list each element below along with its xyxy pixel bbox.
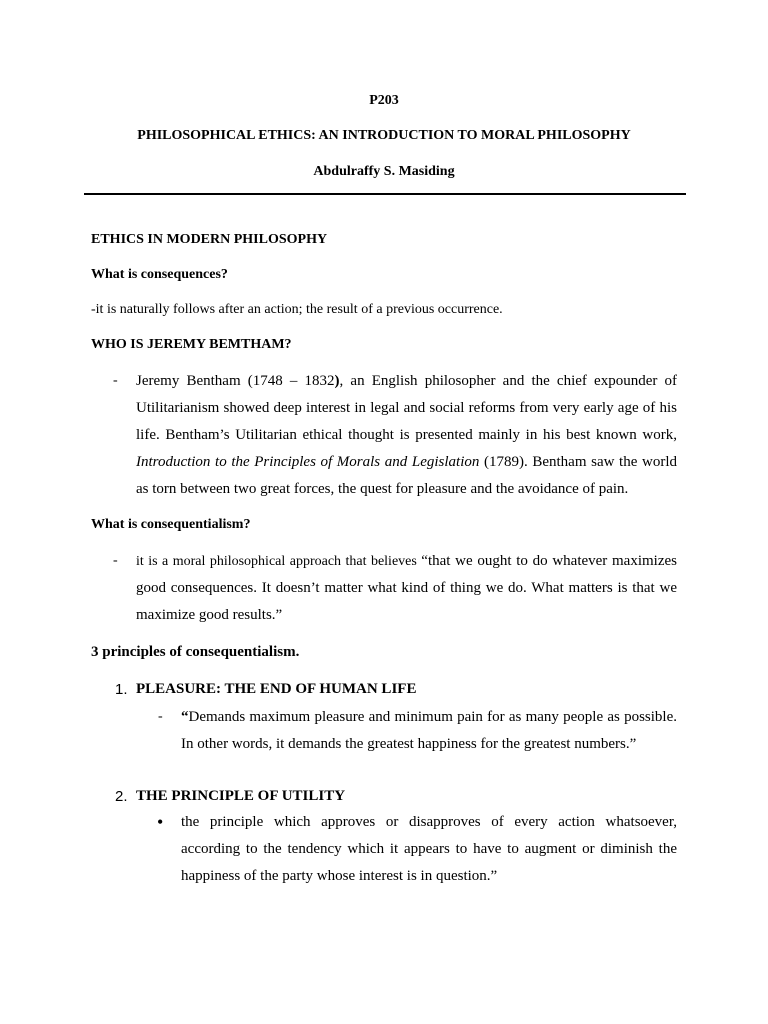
question-bentham: WHO IS JEREMY BEMTHAM? [91, 337, 292, 352]
principle-1-open-quote: “ [181, 709, 189, 725]
course-code: P203 [369, 93, 399, 108]
bentham-dash-marker: - [113, 373, 118, 388]
principle-2-bullet-marker: • [157, 812, 164, 832]
principles-heading: 3 principles of consequentialism. [91, 644, 300, 660]
consequentialism-paragraph [136, 548, 677, 629]
question-consequences: What is consequences? [91, 267, 228, 282]
bentham-paren: ) [334, 373, 340, 389]
header-divider [84, 193, 686, 195]
bentham-paragraph [136, 368, 677, 503]
consequentialism-dash-marker: - [113, 553, 118, 568]
consequentialism-text-b: “that we ought to do whatever maximizes good consequences. It doesn’t matter what kind of thing we do. What matters is that we maximize good results.” [136, 553, 677, 623]
section-heading-modern: ETHICS IN MODERN PHILOSOPHY [91, 232, 328, 247]
course-title: PHILOSOPHICAL ETHICS: AN INTRODUCTION TO MORAL PHILOSOPHY [137, 128, 631, 143]
principle-1-text [181, 704, 677, 758]
question-consequentialism: What is consequentialism? [91, 517, 251, 532]
principle-1-number: 1. [115, 681, 128, 698]
principle-1-dash-marker: - [158, 709, 163, 724]
consequentialism-text-a: it is a moral philosophical approach that believes [136, 554, 422, 569]
bentham-text-c: (1789). Bentham saw the world as torn between two great forces, the quest for pleasure and the avoidance of pain. [136, 454, 677, 497]
author-name: Abdulraffy S. Masiding [313, 164, 455, 179]
bentham-work-title: Introduction to the Principles of Morals and Legislation [136, 454, 480, 470]
principle-2-number: 2. [115, 788, 128, 805]
answer-consequences: -it is naturally follows after an action; the result of a previous occurrence. [91, 302, 503, 317]
principle-1-title: PLEASURE: THE END OF HUMAN LIFE [136, 681, 417, 697]
bentham-text-a: Jeremy Bentham (1748 – 1832 [136, 373, 335, 389]
bentham-text-b: , an English philosopher and the chief expounder of Utilitarianism showed deep interest in legal and social reforms from very early age of his life. Bentham’s Utilitarian ethical thought is presented mainly in his best known work, [136, 373, 677, 443]
principle-2-title: THE PRINCIPLE OF UTILITY [136, 788, 346, 804]
principle-2-text: the principle which approves or disapproves of every action whatsoever, according to the tendency which it appears to have to augment or diminish the happiness of the party whose interest is in question.” [181, 814, 677, 884]
principle-1-body: Demands maximum pleasure and minimum pain for as many people as possible. In other words, it demands the greatest happiness for the greatest numbers.” [181, 709, 677, 752]
